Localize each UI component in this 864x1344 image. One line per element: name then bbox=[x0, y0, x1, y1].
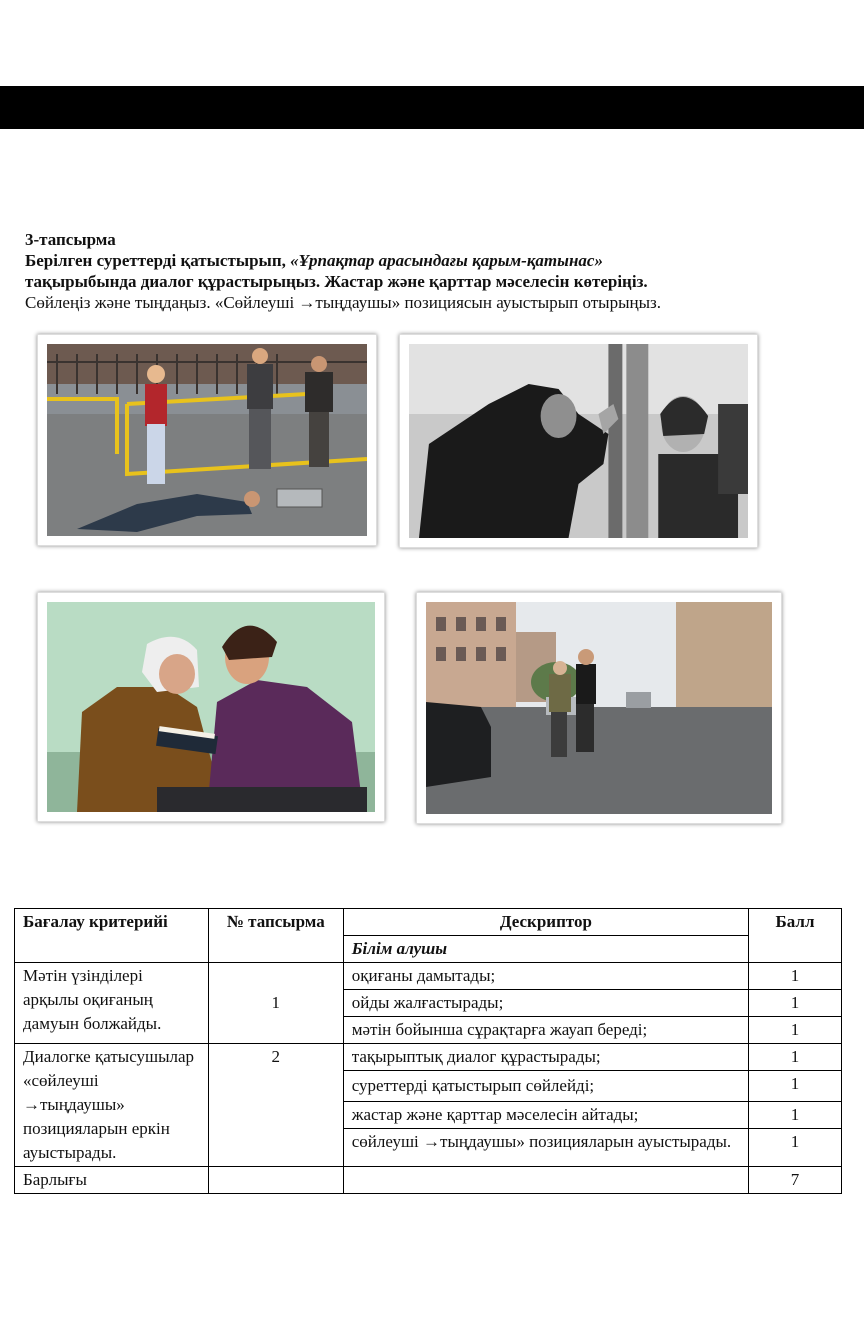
score-cell: 1 bbox=[749, 1129, 842, 1167]
table-row bbox=[15, 1044, 842, 1071]
task-line-3: Сөйлеңіз және тыңдаңыз. «Сөйлеуші →тыңдаушы» позициясын ауыстырып отырыңыз. bbox=[25, 293, 662, 312]
assessment-table bbox=[14, 908, 842, 1194]
descriptor-cell: оқиғаны дамытады; bbox=[343, 963, 748, 990]
criterion-1: Мәтін үзінділері арқылы оқиғаның дамуын болжайды. bbox=[15, 963, 209, 1044]
task-number-1: 1 bbox=[208, 963, 343, 1044]
total-score: 7 bbox=[749, 1167, 842, 1194]
score-cell: 1 bbox=[749, 1017, 842, 1044]
header-score: Балл bbox=[749, 909, 842, 963]
reading-scene-image bbox=[47, 602, 375, 812]
task-text-block bbox=[25, 229, 845, 313]
task-number-2: 2 bbox=[208, 1044, 343, 1167]
descriptor-cell: мәтін бойынша сұрақтарға жауап береді; bbox=[343, 1017, 748, 1044]
task-line-2: тақырыбында диалог құрастырыңыз. Жастар және қарттар мәселесін көтеріңіз. bbox=[25, 272, 648, 291]
criterion-2: Диалогке қатысушылар «сөйлеуші →тыңдаушы» позицияларын еркін ауыстырады. bbox=[15, 1044, 209, 1167]
descriptor-cell: тақырыптық диалог құрастырады; bbox=[343, 1044, 748, 1071]
total-label: Барлығы bbox=[15, 1167, 209, 1194]
descriptor-cell: жастар және қарттар мәселесін айтады; bbox=[343, 1102, 748, 1129]
score-cell: 1 bbox=[749, 1044, 842, 1071]
task-line-1-start: Берілген суреттерді қатыстырып, bbox=[25, 251, 291, 270]
task-topic-title: «Ұрпақтар арасындағы қарым-қатынас» bbox=[290, 251, 603, 270]
descriptor-cell: сөйлеуші →тыңдаушы» позицияларын ауыстырады. bbox=[343, 1129, 748, 1167]
score-cell: 1 bbox=[749, 1071, 842, 1102]
photo-street-fallen-person bbox=[37, 334, 377, 546]
score-cell: 1 bbox=[749, 990, 842, 1017]
street-scene-image bbox=[47, 344, 367, 536]
task-heading: 3-тапсырма bbox=[25, 230, 116, 249]
bus-scene-image bbox=[409, 344, 748, 538]
crossing-scene-image bbox=[426, 602, 772, 814]
total-empty-cell bbox=[343, 1167, 748, 1194]
header-descriptor: Дескриптор bbox=[343, 909, 748, 936]
header-task-number: № тапсырма bbox=[208, 909, 343, 963]
total-empty-cell bbox=[208, 1167, 343, 1194]
table-header-row bbox=[15, 909, 842, 936]
score-cell: 1 bbox=[749, 963, 842, 990]
header-criteria: Бағалау критерийі bbox=[15, 909, 209, 963]
photo-street-crossing bbox=[416, 592, 782, 824]
table-total-row bbox=[15, 1167, 842, 1194]
table-row bbox=[15, 963, 842, 990]
black-header-bar bbox=[0, 86, 864, 129]
photo-bus-elderly-standing bbox=[399, 334, 758, 548]
descriptor-cell: суреттерді қатыстырып сөйлейді; bbox=[343, 1071, 748, 1102]
descriptor-cell: ойды жалғастырады; bbox=[343, 990, 748, 1017]
score-cell: 1 bbox=[749, 1102, 842, 1129]
task-line-1 bbox=[25, 250, 845, 271]
photo-young-man-reading-to-grandmother bbox=[37, 592, 385, 822]
header-learner: Білім алушы bbox=[343, 936, 748, 963]
